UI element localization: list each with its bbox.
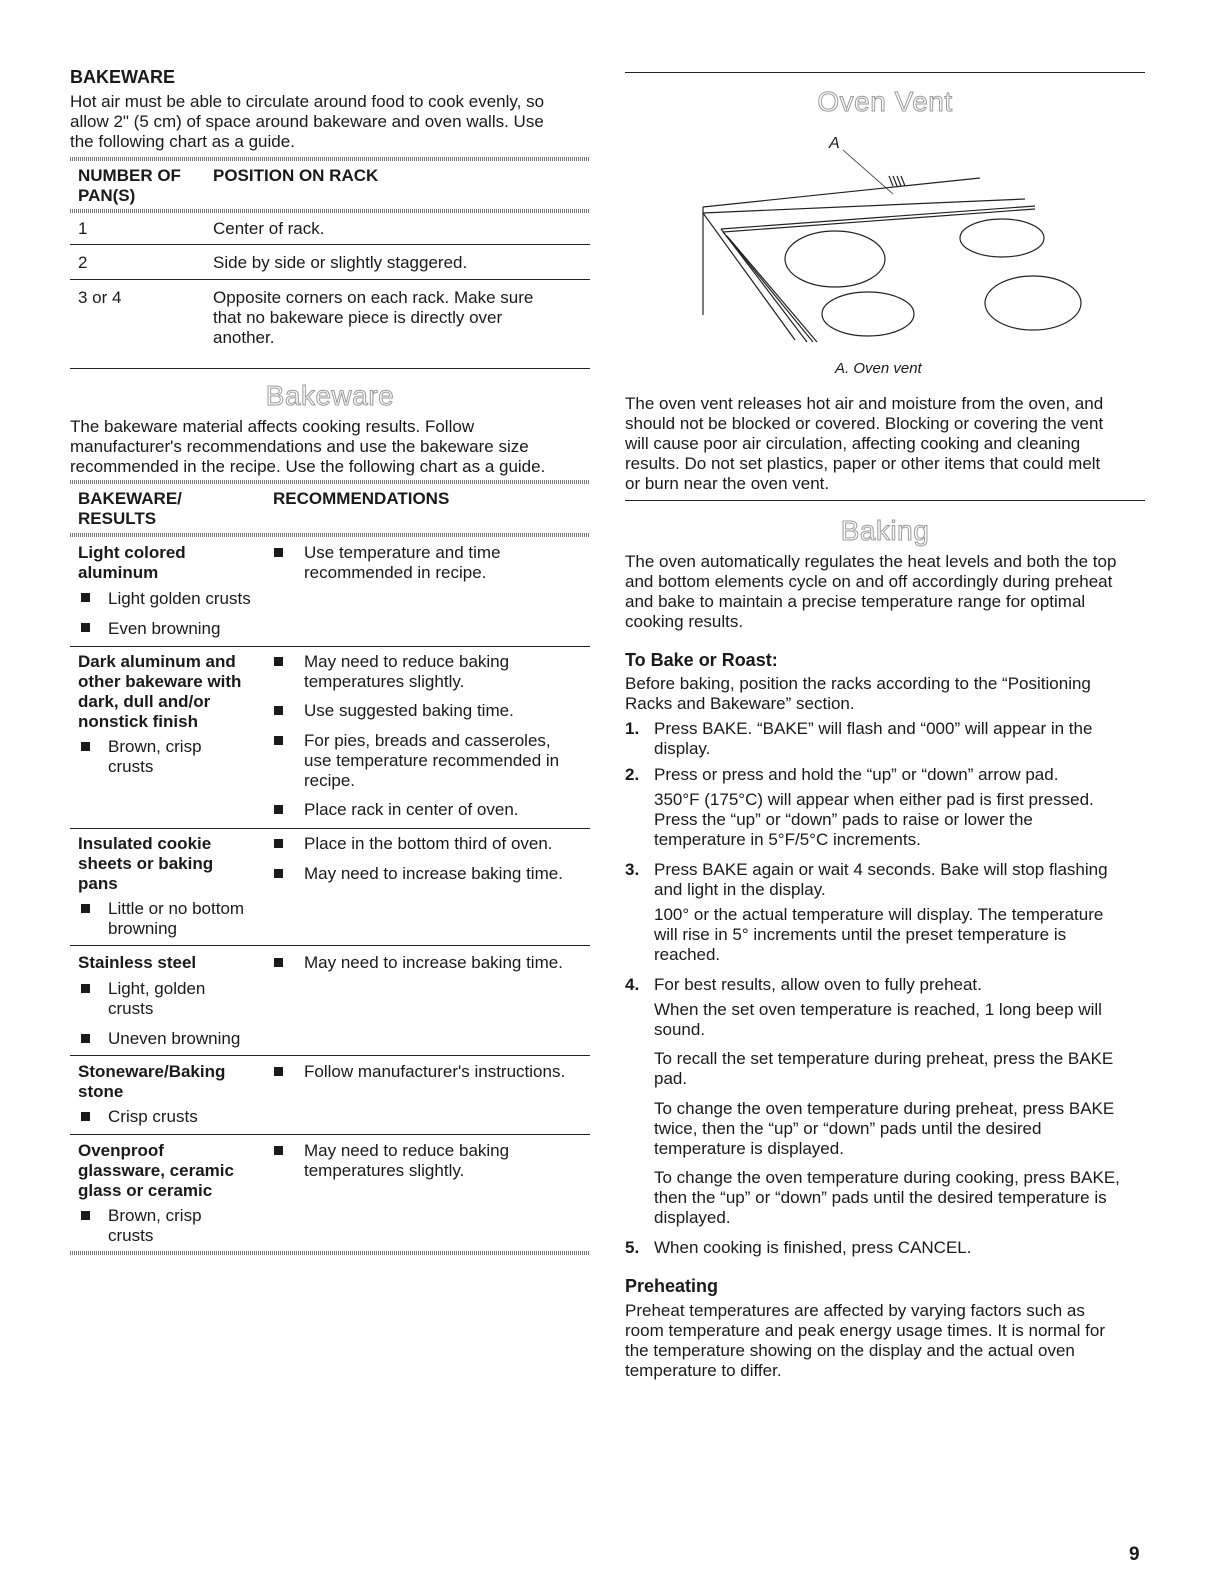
material-cell: Insulated cookie sheets or baking pans: [78, 834, 214, 893]
table-header-position: POSITION ON RACK: [213, 166, 379, 185]
result-item: Crisp crusts: [108, 1107, 198, 1126]
table-cell: 2: [78, 253, 88, 272]
step-text: Press BAKE again or wait 4 seconds. Bake will stop flashing and light in the display.: [654, 860, 1108, 899]
step-number: 1.: [625, 719, 640, 738]
oven-vent-figure: [625, 128, 1145, 358]
table-cell: 1: [78, 219, 88, 238]
baking-body: The oven automatically regulates the heat levels and both the top and bottom elements cycle on and off accordingly during preheat and bake to maintain a precise temperature range for optimal cooking results.: [625, 552, 1117, 631]
rec-item: Place rack in center of oven.: [304, 800, 519, 819]
bullet-icon: [274, 548, 283, 557]
step-text: When cooking is finished, press CANCEL.: [654, 1238, 972, 1257]
bullet-icon: [81, 1034, 90, 1043]
step-text: 100° or the actual temperature will display. The temperature will rise in 5° increments until the preset temperature is reached.: [654, 905, 1104, 964]
result-item: Little or no bottom browning: [108, 899, 245, 938]
bullet-icon: [274, 805, 283, 814]
row-divider: [70, 279, 590, 280]
table-cell: Center of rack.: [213, 219, 325, 238]
table-cell: Side by side or slightly staggered.: [213, 253, 468, 272]
table-rule: [70, 209, 590, 213]
material-cell: Ovenproof glassware, ceramic glass or ceramic: [78, 1141, 234, 1200]
rec-item: May need to increase baking time.: [304, 864, 563, 883]
step-text: 350°F (175°C) will appear when either pad is first pressed. Press the “up” or “down” pads to raise or lower the temperature in 5°F/5°C increments.: [654, 790, 1094, 849]
result-item: Light golden crusts: [108, 589, 251, 608]
table-rule: [70, 480, 590, 484]
rec-item: Place in the bottom third of oven.: [304, 834, 553, 853]
row-divider: [70, 1134, 590, 1135]
oven-vent-body: The oven vent releases hot air and moisture from the oven, and should not be blocked or covered. Blocking or covering the vent will cause poor air circulation, affecting cooking and cleaning results. Do not set plastics, paper or other items that could melt or burn near the oven vent.: [625, 394, 1104, 493]
table-rule: [70, 533, 590, 537]
material-cell: Light colored aluminum: [78, 543, 186, 582]
table-rule: [70, 1251, 590, 1255]
bullet-icon: [81, 1211, 90, 1220]
bullet-icon: [274, 1146, 283, 1155]
row-divider: [70, 945, 590, 946]
row-divider: [70, 646, 590, 647]
step-number: 3.: [625, 860, 640, 879]
bullet-icon: [274, 706, 283, 715]
preheating-heading: Preheating: [625, 1276, 719, 1296]
step-text: To recall the set temperature during preheat, press the BAKE pad.: [654, 1049, 1114, 1088]
section-divider: [625, 500, 1145, 501]
material-cell: Stainless steel: [78, 953, 197, 972]
section-divider: [70, 368, 590, 369]
to-bake-intro: Before baking, position the racks according to the “Positioning Racks and Bakeware” section.: [625, 674, 1091, 713]
bullet-icon: [81, 742, 90, 751]
step-number: 2.: [625, 765, 640, 784]
bakeware-body: The bakeware material affects cooking results. Follow manufacturer's recommendations and use the bakeware size recommended in the recipe. Use the following chart as a guide.: [70, 417, 546, 476]
row-divider: [70, 1055, 590, 1056]
bullet-icon: [274, 958, 283, 967]
rec-item: Follow manufacturer's instructions.: [304, 1062, 566, 1081]
row-divider: [70, 828, 590, 829]
result-item: Light, golden crusts: [108, 979, 206, 1018]
bullet-icon: [274, 839, 283, 848]
table-cell: Opposite corners on each rack. Make sure that no bakeware piece is directly over another.: [213, 288, 534, 347]
bakeware-title: Bakeware: [265, 380, 395, 411]
bullet-icon: [274, 1067, 283, 1076]
result-item: Brown, crisp crusts: [108, 737, 202, 776]
row-divider: [70, 244, 590, 245]
rec-item: For pies, breads and casseroles, use temperature recommended in recipe.: [304, 731, 560, 790]
material-cell: Dark aluminum and other bakeware with dark, dull and/or nonstick finish: [78, 652, 242, 731]
step-text: Press BAKE. “BAKE” will flash and “000” will appear in the display.: [654, 719, 1093, 758]
bakeware-heading: BAKEWARE: [70, 67, 176, 87]
step-text: For best results, allow oven to fully preheat.: [654, 975, 982, 994]
result-item: Even browning: [108, 619, 221, 638]
bullet-icon: [274, 869, 283, 878]
step-text: When the set oven temperature is reached, 1 long beep will sound.: [654, 1000, 1102, 1039]
to-bake-heading: To Bake or Roast:: [625, 650, 778, 670]
bullet-icon: [81, 623, 90, 632]
bullet-icon: [81, 904, 90, 913]
oven-vent-title: Oven Vent: [817, 86, 953, 117]
bullet-icon: [274, 736, 283, 745]
rec-item: Use suggested baking time.: [304, 701, 514, 720]
preheating-body: Preheat temperatures are affected by varying factors such as room temperature and peak energy usage times. It is normal for the temperature showing on the display and the actual oven temperature to differ.: [625, 1301, 1106, 1380]
material-cell: Stoneware/Baking stone: [78, 1062, 226, 1101]
step-number: 5.: [625, 1238, 640, 1257]
result-item: Brown, crisp crusts: [108, 1206, 202, 1245]
step-text: To change the oven temperature during preheat, press BAKE twice, then the “up” or “down” pads until the desired temperature is displayed.: [654, 1099, 1115, 1158]
page-number: 9: [1129, 1544, 1140, 1565]
bullet-icon: [81, 984, 90, 993]
figure-caption: A. Oven vent: [835, 360, 922, 377]
result-item: Uneven browning: [108, 1029, 241, 1048]
table-header-recommendations: RECOMMENDATIONS: [273, 489, 450, 508]
figure-label: A: [829, 135, 840, 152]
rec-item: May need to increase baking time.: [304, 953, 563, 972]
table-header-pans: NUMBER OF PAN(S): [78, 166, 181, 205]
rec-item: May need to reduce baking temperatures slightly.: [304, 1141, 510, 1180]
bakeware-intro: Hot air must be able to circulate around food to cook evenly, so allow 2" (5 cm) of space around bakeware and oven walls. Use the following chart as a guide.: [70, 92, 545, 151]
bullet-icon: [81, 593, 90, 602]
step-number: 4.: [625, 975, 640, 994]
table-rule: [70, 157, 590, 161]
bullet-icon: [274, 657, 283, 666]
step-text: To change the oven temperature during cooking, press BAKE, then the “up” or “down” pads until the desired temperature is displayed.: [654, 1168, 1120, 1227]
cooktop-illustration: [625, 128, 1145, 358]
section-divider: [625, 72, 1145, 73]
table-header-bakeware: BAKEWARE/ RESULTS: [78, 489, 182, 528]
rec-item: May need to reduce baking temperatures slightly.: [304, 652, 510, 691]
step-text: Press or press and hold the “up” or “down” arrow pad.: [654, 765, 1059, 784]
rec-item: Use temperature and time recommended in recipe.: [304, 543, 501, 582]
table-cell: 3 or 4: [78, 288, 122, 307]
baking-title: Baking: [840, 515, 930, 546]
bullet-icon: [81, 1112, 90, 1121]
